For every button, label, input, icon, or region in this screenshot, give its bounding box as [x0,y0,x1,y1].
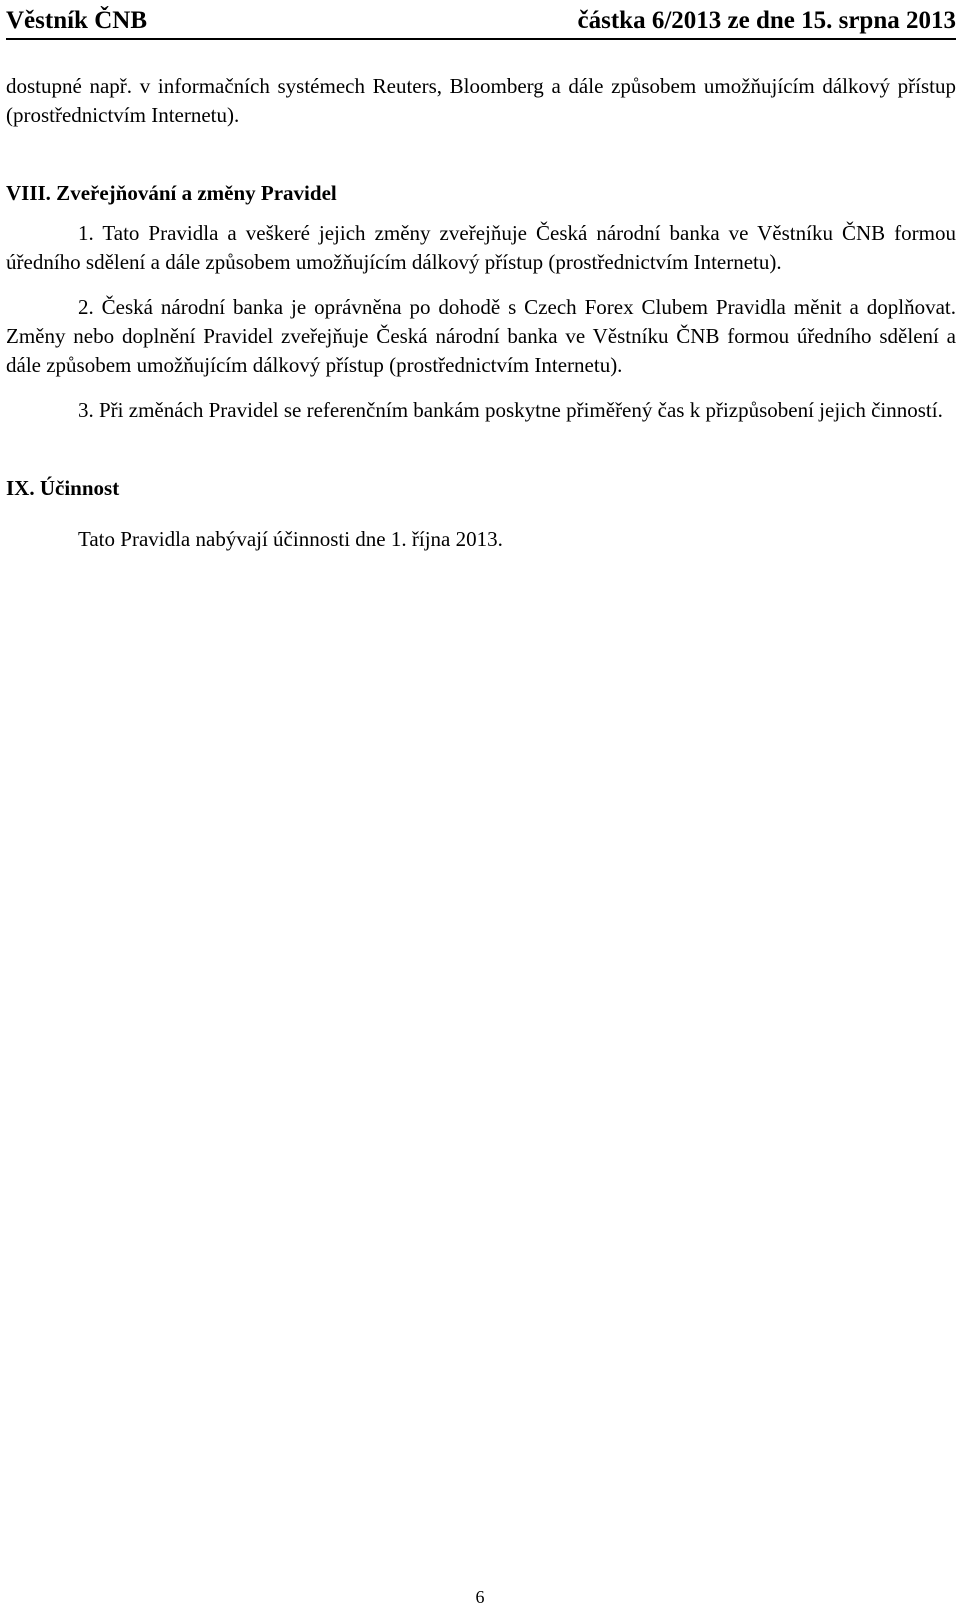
intro-paragraph: dostupné např. v informačních systémech Reuters, Bloomberg a dále způsobem umožňujícím dálkový přístup (prostřednictvím Internetu). [6,74,956,127]
issue-date: částka 6/2013 ze dne 15. srpna 2013 [577,7,956,34]
effective-date-text: Tato Pravidla nabývají účinnosti dne 1. října 2013. [78,527,503,551]
running-header [6,4,956,38]
bulletin-title: Věstník ČNB [6,7,147,34]
section-ix-heading: IX. Účinnost [6,476,120,500]
section-viii-item-3: 3. Při změnách Pravidel se referenčním bankám poskytne přiměřený čas k přizpůsobení jejich činností. [78,398,943,422]
section-viii-item-2: 2. Česká národní banka je oprávněna po dohodě s Czech Forex Clubem Pravidla měnit a doplňovat. Změny nebo doplnění Pravidel zveřejňuje Česká národní banka ve Věstníku ČNB formou úředního sdělení a dále způsobem umožňujícím dálkový přístup (prostřednictvím Internetu). [6,295,956,377]
header-rule [6,38,956,40]
page-content [6,72,956,554]
section-viii-heading: VIII. Zveřejňování a změny Pravidel [6,181,337,205]
section-viii-item-1: 1. Tato Pravidla a veškeré jejich změny zveřejňuje Česká národní banka ve Věstníku ČNB formou úředního sdělení a dále způsobem umožňujícím dálkový přístup (prostřednictvím Internetu). [6,221,956,274]
page-number: 6 [475,1587,485,1607]
